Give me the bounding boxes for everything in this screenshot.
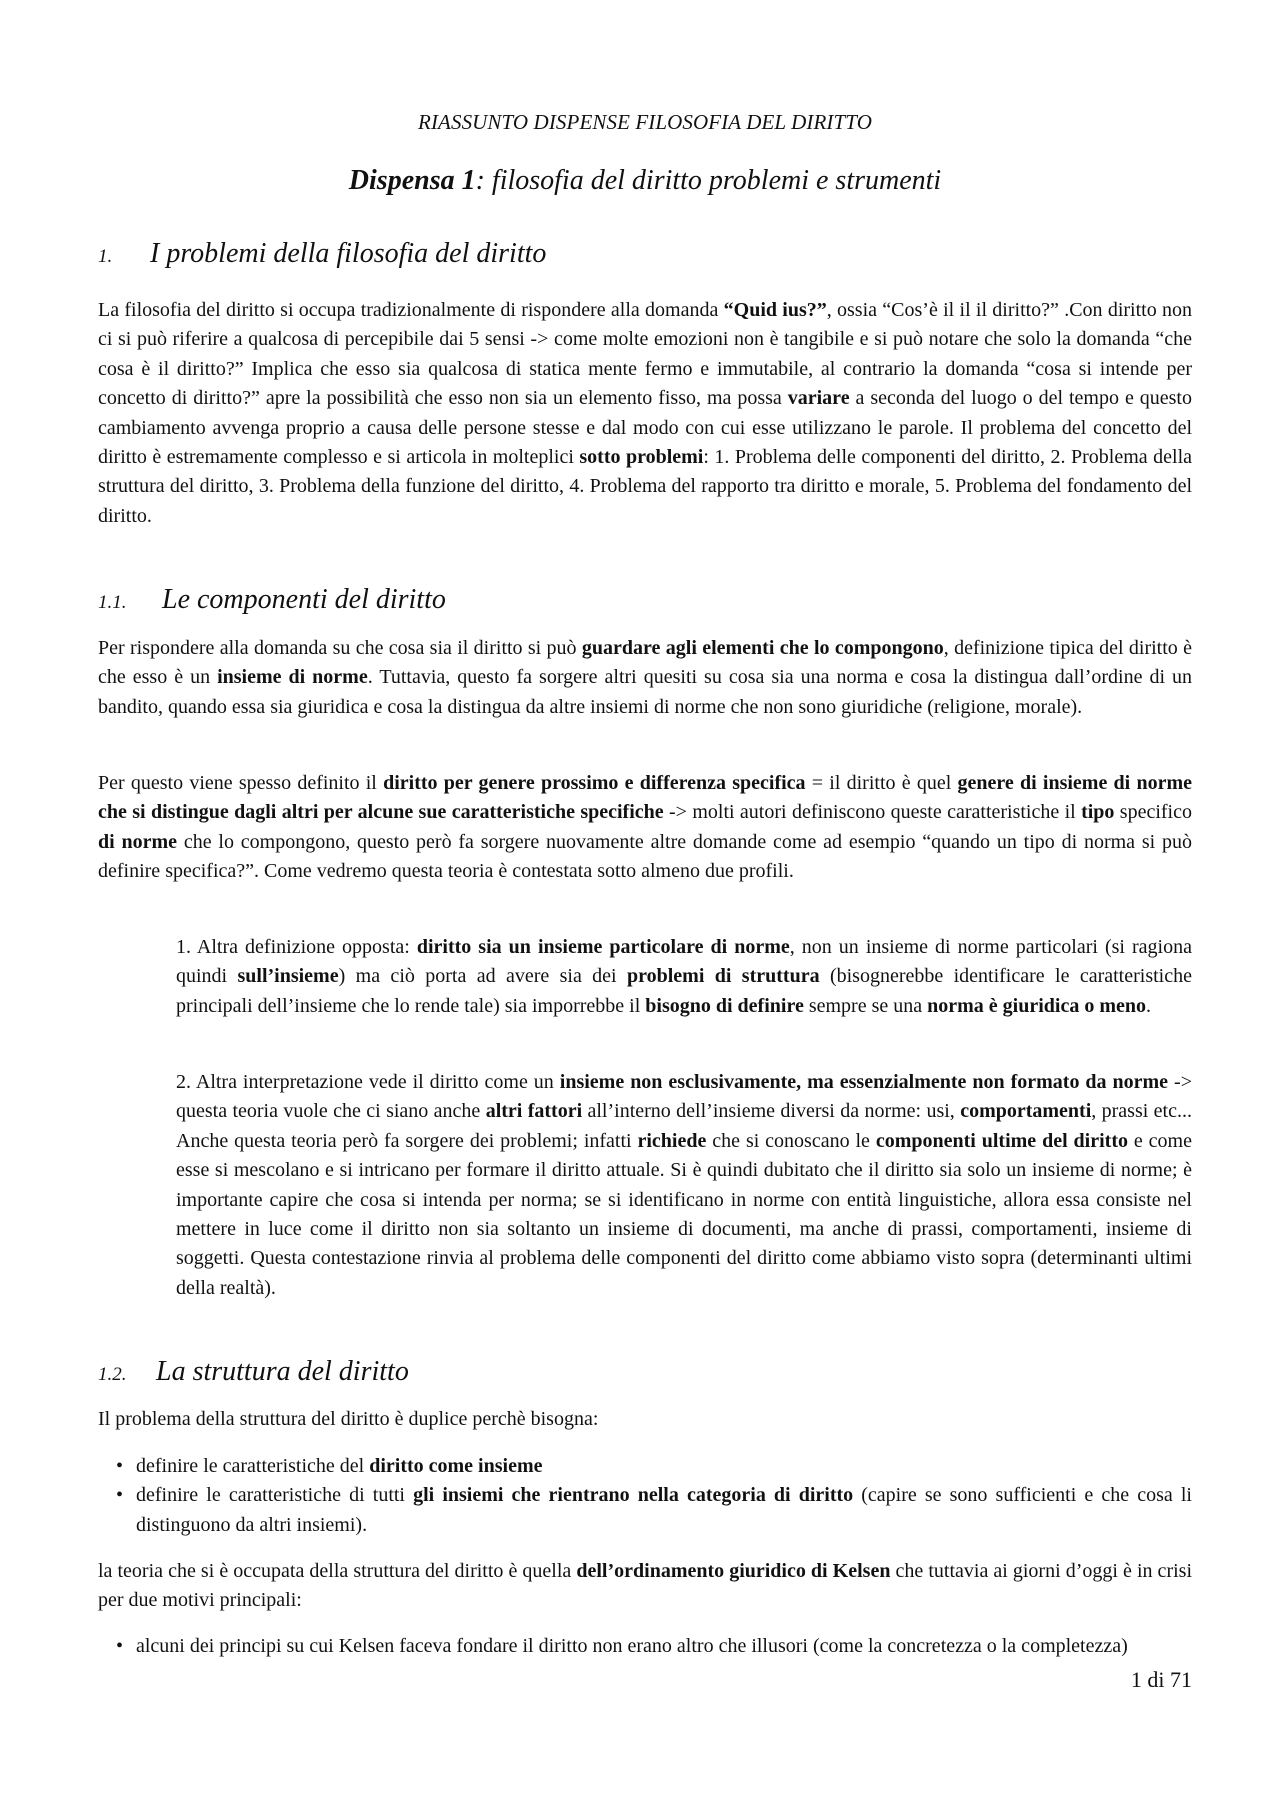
dispensa-subtitle: : filosofia del diritto problemi e strumenti: [475, 165, 942, 196]
section-1-1-paragraph-2: Per questo viene spesso definito il diritto per genere prossimo e differenza specifica = il diritto è quel genere di insieme di norme che si distingue dagli altri per alcune sue caratteristiche specifiche -> molti autori definiscono queste caratteristiche il tipo specifico di norme che lo compongono, questo però fa sorgere nuovamente altre domande come ad esempio “quando un tipo di norma si può definire specifica?”. Come vedremo questa teoria è contestata sotto almeno due profili.: [98, 772, 1193, 883]
list-item: • definire le caratteristiche del diritto come insieme: [98, 1452, 1192, 1481]
section-1-paragraph: La filosofia del diritto si occupa tradizionalmente di rispondere alla domanda “Quid ius?”, ossia “Cos’è il il il diritto?” .Con diritto non ci si può riferire a qualcosa di percepibile dai 5 sensi -> come molte emozioni non è tangibile e si può notare che solo la domanda “che cosa è il diritto?” Implica che esso sia qualcosa di statica mente fermo e immutabile, al contrario la domanda “cosa si intende per concetto di diritto?” apre la possibilità che esso non sia un elemento fisso, ma possa variare a seconda del luogo o del tempo e questo cambiamento avvenga proprio a causa delle persone stesse e dal modo con cui esse utilizzano le parole. Il problema del concetto del diritto è estremamente complesso e si articola in molteplici sotto problemi: 1. Problema delle componenti del diritto, 2. Problema della struttura del diritto, 3. Problema della funzione del diritto, 4. Problema del rapporto tra diritto e morale, 5. Problema del fondamento del diritto.: [98, 299, 1192, 527]
numbered-item-1: 1. Altra definizione opposta: diritto sia un insieme particolare di norme, non un insieme di norme particolari (si ragiona quindi sull’insieme) ma ciò porta ad avere sia dei problemi di struttura (bisognerebbe identificare le caratteristiche principali dell’insieme che lo rende tale) sia imporrebbe il bisogno di definire sempre se una norma è giuridica o meno.: [176, 936, 1192, 1017]
section-1-heading: [98, 238, 546, 270]
section-1-number: 1.: [98, 246, 113, 267]
section-1-2-title: La struttura del diritto: [156, 1356, 409, 1387]
section-1-title: I problemi della filosofia del diritto: [150, 238, 547, 269]
section-1-2-heading: [98, 1356, 409, 1388]
section-1-2-number: 1.2.: [98, 1364, 127, 1385]
running-title: RIASSUNTO DISPENSE FILOSOFIA DEL DIRITTO: [418, 110, 872, 134]
page-number: 1 di 71: [1130, 1667, 1192, 1692]
bullet-list-1: [98, 1452, 1192, 1540]
section-1-1-heading: [98, 584, 446, 616]
section-1-2-paragraph-2: la teoria che si è occupata della struttura del diritto è quella dell’ordinamento giuridico di Kelsen che tuttavia ai giorni d’oggi è in crisi per due motivi principali:: [98, 1560, 1192, 1612]
bullet-list-2: [98, 1632, 1192, 1661]
section-1-1-title: Le componenti del diritto: [162, 584, 446, 615]
section-1-2-intro: Il problema della struttura del diritto è duplice perchè bisogna:: [98, 1408, 599, 1430]
dispensa-title: [98, 165, 1192, 197]
section-1-1-number: 1.1.: [98, 592, 127, 613]
section-1-1-paragraph-1: Per rispondere alla domanda su che cosa sia il diritto si può guardare agli elementi che lo compongono, definizione tipica del diritto è che esso è un insieme di norme. Tuttavia, questo fa sorgere altri quesiti su cosa sia una norma e cosa la distingua dall’ordine di un bandito, quando essa sia giuridica e cosa la distingua da altre insiemi di norme che non sono giuridiche (religione, morale).: [98, 637, 1193, 718]
list-item: • alcuni dei principi su cui Kelsen faceva fondare il diritto non erano altro che illusori (come la concretezza o la completezza): [98, 1632, 1192, 1661]
dispensa-label: Dispensa 1: [348, 165, 476, 196]
list-item: • definire le caratteristiche di tutti gli insiemi che rientrano nella categoria di diritto (capire se sono sufficienti e che cosa li distinguono da altri insiemi).: [98, 1481, 1192, 1540]
numbered-item-2: 2. Altra interpretazione vede il diritto come un insieme non esclusivamente, ma essenzialmente non formato da norme -> questa teoria vuole che ci siano anche altri fattori all’interno dell’insieme diversi da norme: usi, comportamenti, prassi etc... Anche questa teoria però fa sorgere dei problemi; infatti richiede che si conoscano le componenti ultime del diritto e come esse si mescolano e si intricano per formare il diritto attuale. Si è quindi dubitato che il diritto sia solo un insieme di norme; è importante capire che cosa si intenda per norma; se si identificano in norme con entità linguistiche, allora essa consiste nel mettere in luce come il diritto non sia soltanto un insieme di documenti, ma anche di prassi, comportamenti, insieme di soggetti. Questa contestazione rinvia al problema delle componenti del diritto come abbiamo visto sopra (determinanti ultimi della realtà).: [176, 1071, 1192, 1299]
